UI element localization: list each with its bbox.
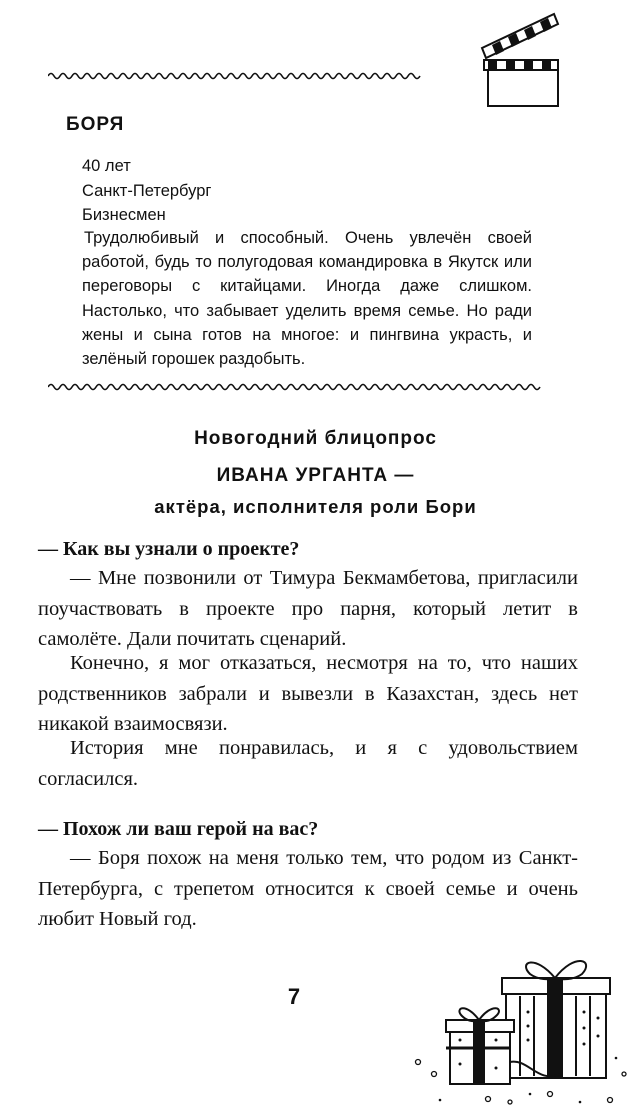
character-name: БОРЯ [66, 114, 125, 135]
character-info [82, 154, 211, 228]
page-number: 7 [287, 984, 301, 1009]
question-2: — Похож ли ваш герой на вас? [38, 818, 319, 840]
question-1: — Как вы узнали о проекте? [38, 538, 300, 560]
answer-1-paragraph-2 [38, 648, 578, 740]
character-description: Трудолюбивый и способный. Очень увлечён своей работой, будь то полугодовая командировка в Якутск или переговоры с китайцами. Иногда даже слишком. Настолько, что забывает уделить время семье. Но ради жены и сына готов на многое: и пингвина украсть, и зелёный горошек раздобыть. [82, 229, 532, 369]
answer-2-paragraph-1 [38, 843, 578, 935]
gift-boxes-illustration [410, 944, 631, 1107]
character-city: Санкт-Петербург [82, 181, 212, 200]
interview-heading-line1: Новогодний блицопрос [194, 428, 437, 449]
answer-1-paragraph-2-text: Конечно, я мог отказаться, несмотря на то, что наших родственников забрали и вывезли в Казахстан, здесь нет никакой взаимосвязи. [38, 652, 578, 735]
answer-1-paragraph-3 [38, 733, 578, 794]
interview-heading-line2: ИВАНА УРГАНТА — [216, 465, 415, 486]
answer-1-paragraph-1-text: — Мне позвонили от Тимура Бекмамбетова, пригласили поучаствовать в проекте про парня, который летит в самолёте. Дали почитать сценарий. [38, 567, 578, 650]
clapperboard-icon [478, 8, 564, 110]
character-occupation: Бизнесмен [82, 206, 166, 224]
answer-1-paragraph-1 [38, 563, 578, 655]
answer-1-paragraph-3-text: История мне понравилась, и я с удовольствием согласился. [38, 737, 578, 790]
character-age: 40 лет [82, 157, 131, 175]
interview-heading-line3: актёра, исполнителя роли Бори [154, 496, 477, 517]
wavy-divider-top [48, 70, 426, 82]
wavy-divider-bottom [48, 381, 548, 393]
answer-2-paragraph-1-text: — Боря похож на меня только тем, что родом из Санкт-Петербурга, с трепетом относится к своей семье и очень любит Новый год. [38, 847, 578, 930]
